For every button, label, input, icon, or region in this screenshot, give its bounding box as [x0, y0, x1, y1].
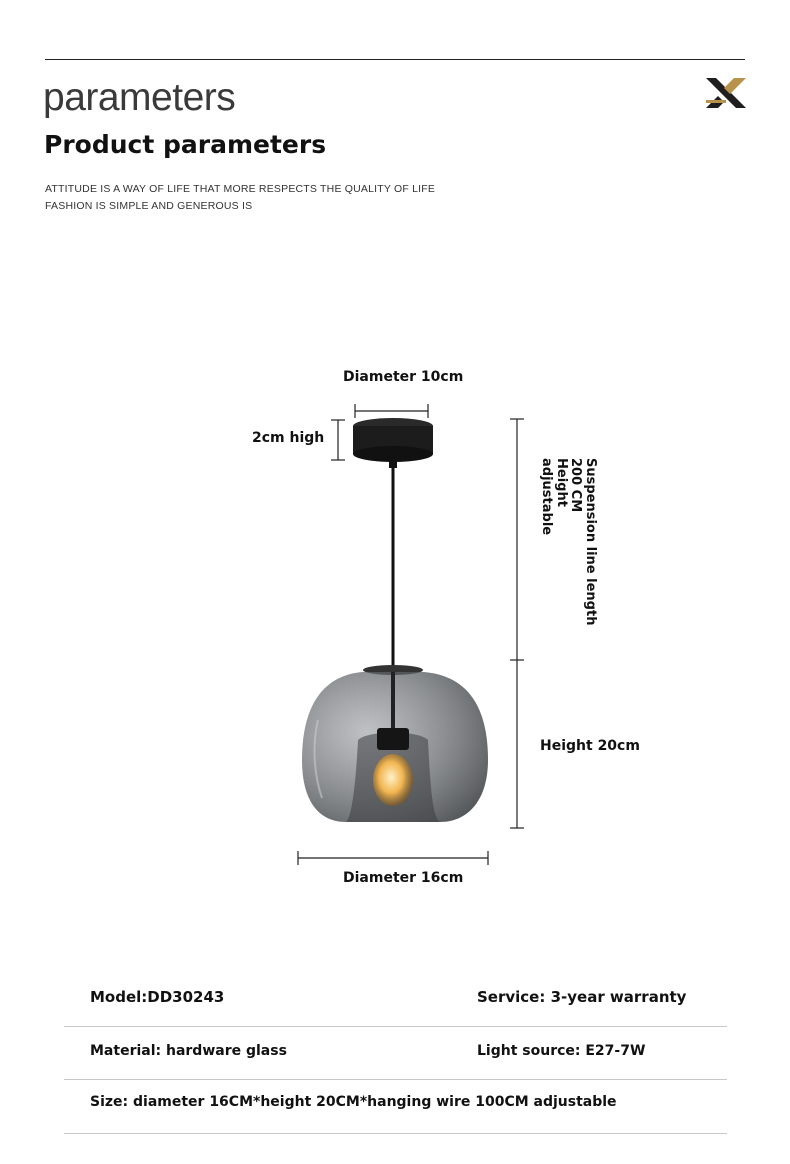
pendant-lamp-illustration — [290, 395, 540, 845]
height-adjustable-label: Height adjustable — [539, 458, 569, 536]
page-title: parameters — [43, 76, 236, 119]
shade-height-label: Height 20cm — [540, 738, 640, 754]
canopy-height-label: 2cm high — [252, 430, 325, 446]
light-source-spec: Light source: E27-7W — [477, 1043, 646, 1059]
model-spec: Model:DD30243 — [90, 988, 225, 1006]
size-spec: Size: diameter 16CM*height 20CM*hanging wire 100CM adjustable — [90, 1094, 617, 1110]
row-divider — [64, 1133, 727, 1134]
section-heading: Product parameters — [44, 130, 327, 159]
shade-diameter-label: Diameter 16cm — [343, 870, 464, 886]
tagline-line-2: FASHION IS SIMPLE AND GENEROUS IS — [45, 200, 253, 212]
material-spec: Material: hardware glass — [90, 1043, 287, 1059]
service-spec: Service: 3-year warranty — [477, 988, 687, 1006]
tagline-line-1: ATTITUDE IS A WAY OF LIFE THAT MORE RESPECTS THE QUALITY OF LIFE — [45, 183, 436, 195]
suspension-line-label: Suspension line length 200 CM — [568, 458, 598, 626]
row-divider — [64, 1079, 727, 1080]
canopy-diameter-label: Diameter 10cm — [343, 369, 464, 385]
row-divider — [64, 1026, 727, 1027]
